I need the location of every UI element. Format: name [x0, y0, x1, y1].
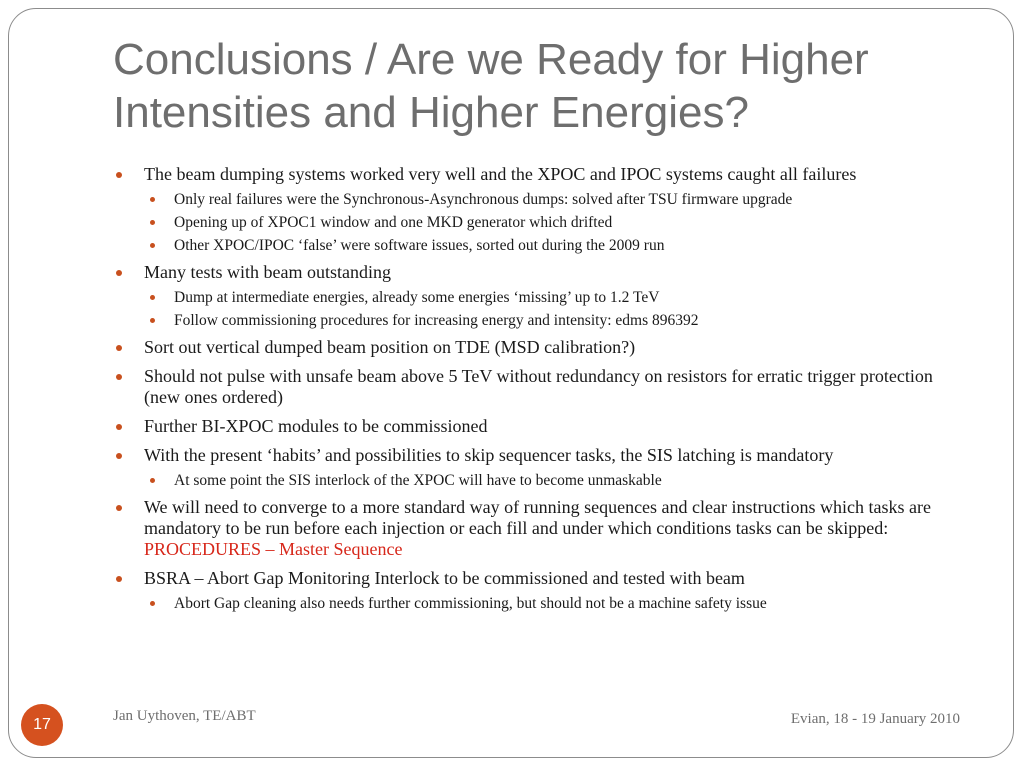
bullet-item	[113, 366, 973, 408]
bullet-list	[113, 164, 973, 620]
bullet-text: Other XPOC/IPOC ‘false’ were software issues, sorted out during the 2009 run	[174, 237, 665, 254]
bullet-item	[113, 568, 973, 589]
bullet-dot-icon	[150, 220, 155, 225]
bullet-item	[113, 337, 973, 358]
sub-bullet-item	[113, 213, 973, 233]
bullet-text: With the present ‘habits’ and possibilities to skip sequencer tasks, the SIS latching is mandatory	[144, 445, 834, 465]
bullet-text: Follow commissioning procedures for increasing energy and intensity: edms 896392	[174, 312, 699, 329]
bullet-text: At some point the SIS interlock of the XPOC will have to become unmaskable	[174, 472, 662, 489]
bullet-dot-icon	[116, 345, 122, 351]
bullet-text: Dump at intermediate energies, already some energies ‘missing’ up to 1.2 TeV	[174, 289, 660, 306]
bullet-dot-icon	[116, 453, 122, 459]
footer-author: Jan Uythoven, TE/ABT	[113, 708, 256, 724]
sub-bullet-item	[113, 471, 973, 491]
bullet-dot-icon	[150, 601, 155, 606]
bullet-text: Should not pulse with unsafe beam above 5 TeV without redundancy on resistors for erratic trigger protection (new ones ordered)	[144, 366, 933, 407]
sub-bullet-item	[113, 288, 973, 308]
bullet-item	[113, 445, 973, 466]
bullet-text: Opening up of XPOC1 window and one MKD generator which drifted	[174, 214, 613, 231]
sub-bullet-item	[113, 236, 973, 256]
bullet-text: Further BI-XPOC modules to be commissioned	[144, 416, 488, 436]
bullet-dot-icon	[116, 374, 122, 380]
sub-bullet-item	[113, 594, 973, 614]
bullet-text: We will need to converge to a more standard way of running sequences and clear instructions which tasks are mandatory to be run before each injection or each fill and under which conditions tasks can be skipped:	[144, 497, 931, 538]
bullet-dot-icon	[116, 424, 122, 430]
procedures-highlight: PROCEDURES – Master Sequence	[144, 539, 403, 559]
bullet-text: Many tests with beam outstanding	[144, 262, 391, 282]
bullet-item	[113, 164, 973, 185]
bullet-dot-icon	[116, 576, 122, 582]
bullet-dot-icon	[116, 505, 122, 511]
bullet-text: Abort Gap cleaning also needs further commissioning, but should not be a machine safety issue	[174, 595, 767, 612]
bullet-item	[113, 416, 973, 437]
bullet-text: Sort out vertical dumped beam position on TDE (MSD calibration?)	[144, 337, 636, 357]
bullet-dot-icon	[150, 243, 155, 248]
sub-bullet-item	[113, 311, 973, 331]
footer-event-date: Evian, 18 - 19 January 2010	[790, 711, 960, 727]
bullet-dot-icon	[116, 172, 122, 178]
slide-title: Conclusions / Are we Ready for Higher Intensities and Higher Energies?	[113, 35, 869, 137]
bullet-dot-icon	[116, 270, 122, 276]
sub-bullet-item	[113, 190, 973, 210]
bullet-dot-icon	[150, 478, 155, 483]
bullet-dot-icon	[150, 295, 155, 300]
bullet-dot-icon	[150, 197, 155, 202]
bullet-text: BSRA – Abort Gap Monitoring Interlock to be commissioned and tested with beam	[144, 568, 745, 588]
bullet-dot-icon	[150, 318, 155, 323]
bullet-item	[113, 497, 973, 560]
bullet-text: The beam dumping systems worked very well and the XPOC and IPOC systems caught all failures	[144, 164, 857, 184]
page-number-badge: 17	[21, 704, 63, 746]
bullet-text: Only real failures were the Synchronous-Asynchronous dumps: solved after TSU firmware upgrade	[174, 191, 793, 208]
bullet-item	[113, 262, 973, 283]
